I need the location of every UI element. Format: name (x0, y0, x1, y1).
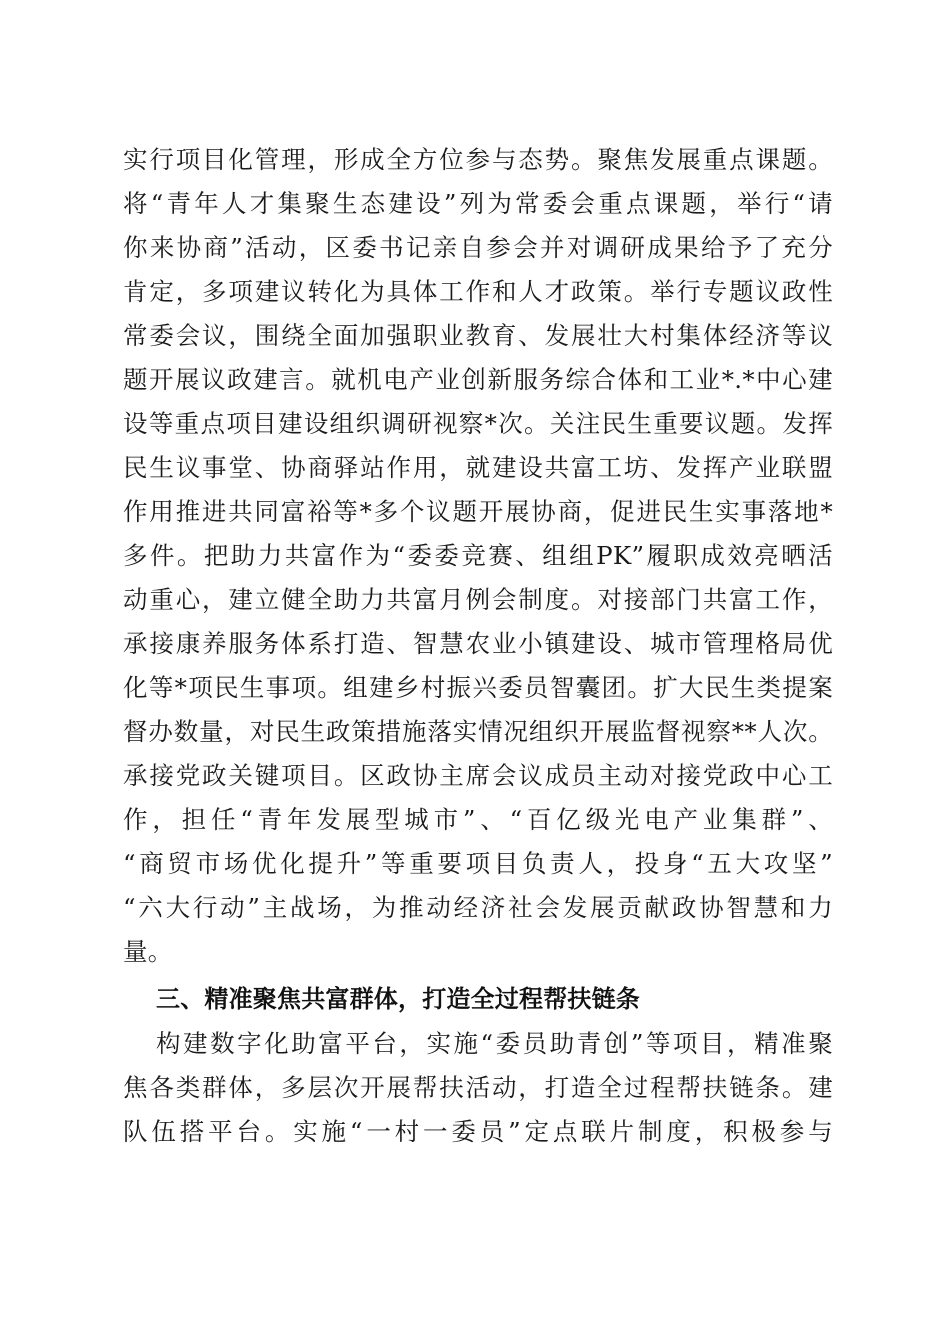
body-text-line: 作，担任“青年发展型城市”、“百亿级光电产业集群”、 (123, 805, 833, 834)
body-text-line: “六大行动”主战场，为推动经济社会发展贡献政协智慧和力 (123, 893, 833, 922)
body-text-line: 将“青年人才集聚生态建设”列为常委会重点课题，举行“请 (123, 189, 833, 218)
body-text-line: 化等*项民生事项。组建乡村振兴委员智囊团。扩大民生类提案 (123, 673, 833, 702)
body-text-line: 队伍搭平台。实施“一村一委员”定点联片制度，积极参与 (123, 1117, 833, 1146)
body-text-line: 题开展议政建言。就机电产业创新服务综合体和工业*.*中心建 (123, 365, 833, 394)
body-text-line: 多件。把助力共富作为“委委竞赛、组组PK”履职成效亮晒活 (123, 541, 833, 570)
body-text-line: 民生议事堂、协商驿站作用，就建设共富工坊、发挥产业联盟 (123, 453, 833, 482)
body-text-line: 构建数字化助富平台，实施“委员助青创”等项目，精准聚 (156, 1029, 833, 1058)
body-text-line: 作用推进共同富裕等*多个议题开展协商，促进民生实事落地* (123, 497, 833, 526)
body-text-line: 承接党政关键项目。区政协主席会议成员主动对接党政中心工 (123, 761, 833, 790)
body-text-line: 设等重点项目建设组织调研视察*次。关注民生重要议题。发挥 (123, 409, 833, 438)
section-heading: 三、精准聚焦共富群体，打造全过程帮扶链条 (156, 985, 640, 1013)
body-text-line: 焦各类群体，多层次开展帮扶活动，打造全过程帮扶链条。建 (123, 1073, 833, 1102)
body-text-line: 量。 (123, 937, 173, 966)
body-text-line: 动重心，建立健全助力共富月例会制度。对接部门共富工作， (123, 585, 833, 614)
body-text-line: “商贸市场优化提升”等重要项目负责人，投身“五大攻坚” (123, 849, 833, 878)
body-text-line: 肯定，多项建议转化为具体工作和人才政策。举行专题议政性 (123, 277, 833, 306)
body-text-line: 督办数量，对民生政策措施落实情况组织开展监督视察**人次。 (123, 717, 833, 746)
body-text-line: 常委会议，围绕全面加强职业教育、发展壮大村集体经济等议 (123, 321, 833, 350)
body-text-line: 承接康养服务体系打造、智慧农业小镇建设、城市管理格局优 (123, 629, 833, 658)
body-text-line: 你来协商”活动，区委书记亲自参会并对调研成果给予了充分 (123, 233, 833, 262)
body-text-line: 实行项目化管理，形成全方位参与态势。聚焦发展重点课题。 (123, 145, 833, 174)
